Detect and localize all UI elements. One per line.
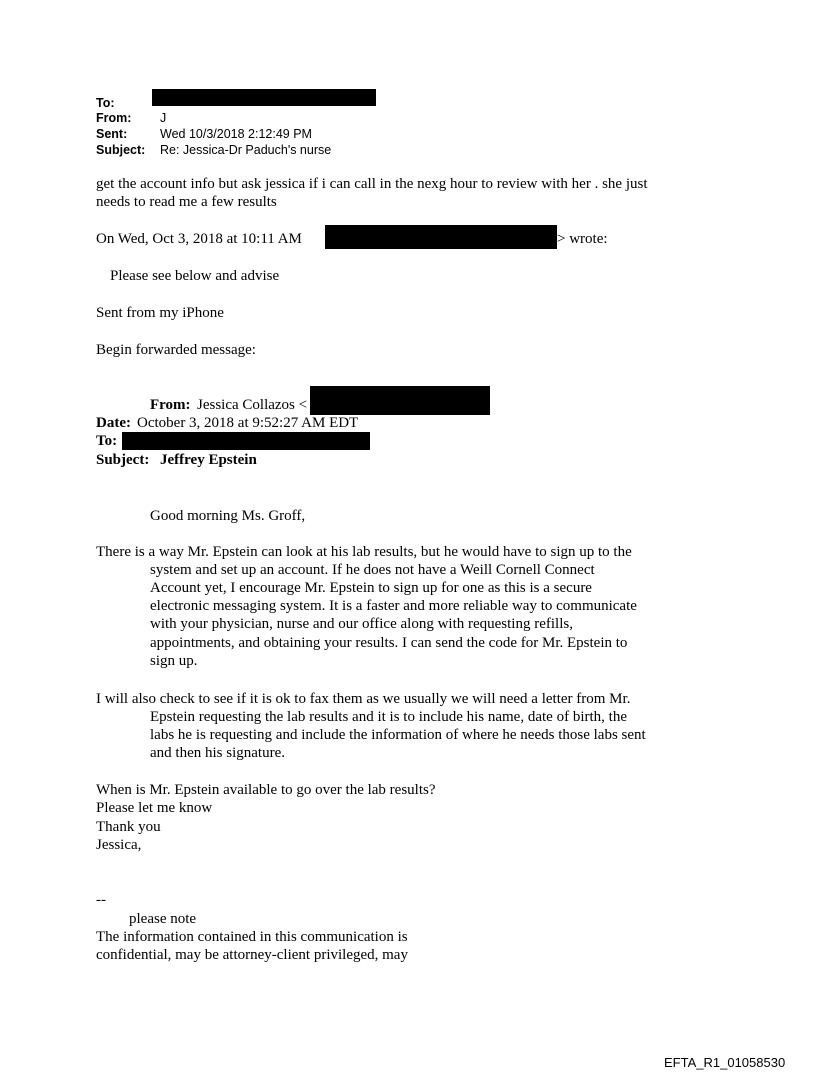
fwd-date-value: October 3, 2018 at 9:52:27 AM EDT [137,415,359,431]
sig-dash: -- [96,892,106,908]
subject-value: Re: Jessica-Dr Paduch's nurse [160,143,332,157]
fwd-subject-label: Subject: [96,452,150,468]
p1-line: system and set up an account. If he does not have a Weill Cornell Connect [150,562,595,578]
begin-forwarded: Begin forwarded message: [96,342,256,358]
p2-line: labs he is requesting and include the information of where he needs those labs sent [150,727,646,743]
document-id: EFTA_R1_01058530 [664,1055,786,1070]
p1-line: sign up. [150,653,198,669]
p1-line: with your physician, nurse and our office along with requesting refills, [150,616,573,632]
closing-line: Please let me know [96,800,213,816]
fwd-date-label: Date: [96,415,131,431]
please-see-below: Please see below and advise [110,268,280,284]
subject-label: Subject: [96,143,146,157]
fwd-from-label: From: [150,397,191,413]
fwd-subject-value: Jeffrey Epstein [160,452,257,468]
from-label: From: [96,111,132,125]
to-label: To: [96,96,115,110]
please-note: please note [129,911,197,927]
greeting: Good morning Ms. Groff, [150,508,306,524]
p1-line: There is a way Mr. Epstein can look at his lab results, but he would have to sign up to the [96,544,632,560]
sent-value: Wed 10/3/2018 2:12:49 PM [160,127,312,141]
on-date-wrote: On Wed, Oct 3, 2018 at 10:11 AM [96,231,302,247]
confidential-line-1: The information contained in this communication is [96,929,408,945]
p1-line: appointments, and obtaining your results. I can send the code for Mr. Epstein to [150,635,628,651]
wrote-suffix: > wrote: [557,231,608,247]
closing-line: When is Mr. Epstein available to go over the lab results? [96,782,436,798]
confidential-line-2: confidential, may be attorney-client privileged, may [96,947,408,963]
redaction-fwd-to [122,432,370,450]
sent-from-iphone: Sent from my iPhone [96,305,224,321]
p2-line: Epstein requesting the lab results and it is to include his name, date of birth, the [150,709,627,725]
p2-line: I will also check to see if it is ok to fax them as we usually we will need a letter from Mr. [96,691,631,707]
closing-line: Jessica, [96,837,142,853]
from-value: J [160,111,167,125]
p1-line: Account yet, I encourage Mr. Epstein to sign up for one as this is a secure [150,580,592,596]
fwd-to-label: To: [96,433,118,449]
reply-line-1: get the account info but ask jessica if i can call in the nexg hour to review with her . she just [96,176,648,192]
closing-line: Thank you [96,819,161,835]
redaction-fwd-from [310,386,490,415]
sent-label: Sent: [96,127,128,141]
p2-line: and then his signature. [150,745,285,761]
fwd-from-value: Jessica Collazos < [197,397,308,413]
redaction-to [152,89,376,106]
reply-line-2: needs to read me a few results [96,194,277,210]
redaction-sender [325,225,557,249]
p1-line: electronic messaging system. It is a faster and more reliable way to communicate [150,598,637,614]
